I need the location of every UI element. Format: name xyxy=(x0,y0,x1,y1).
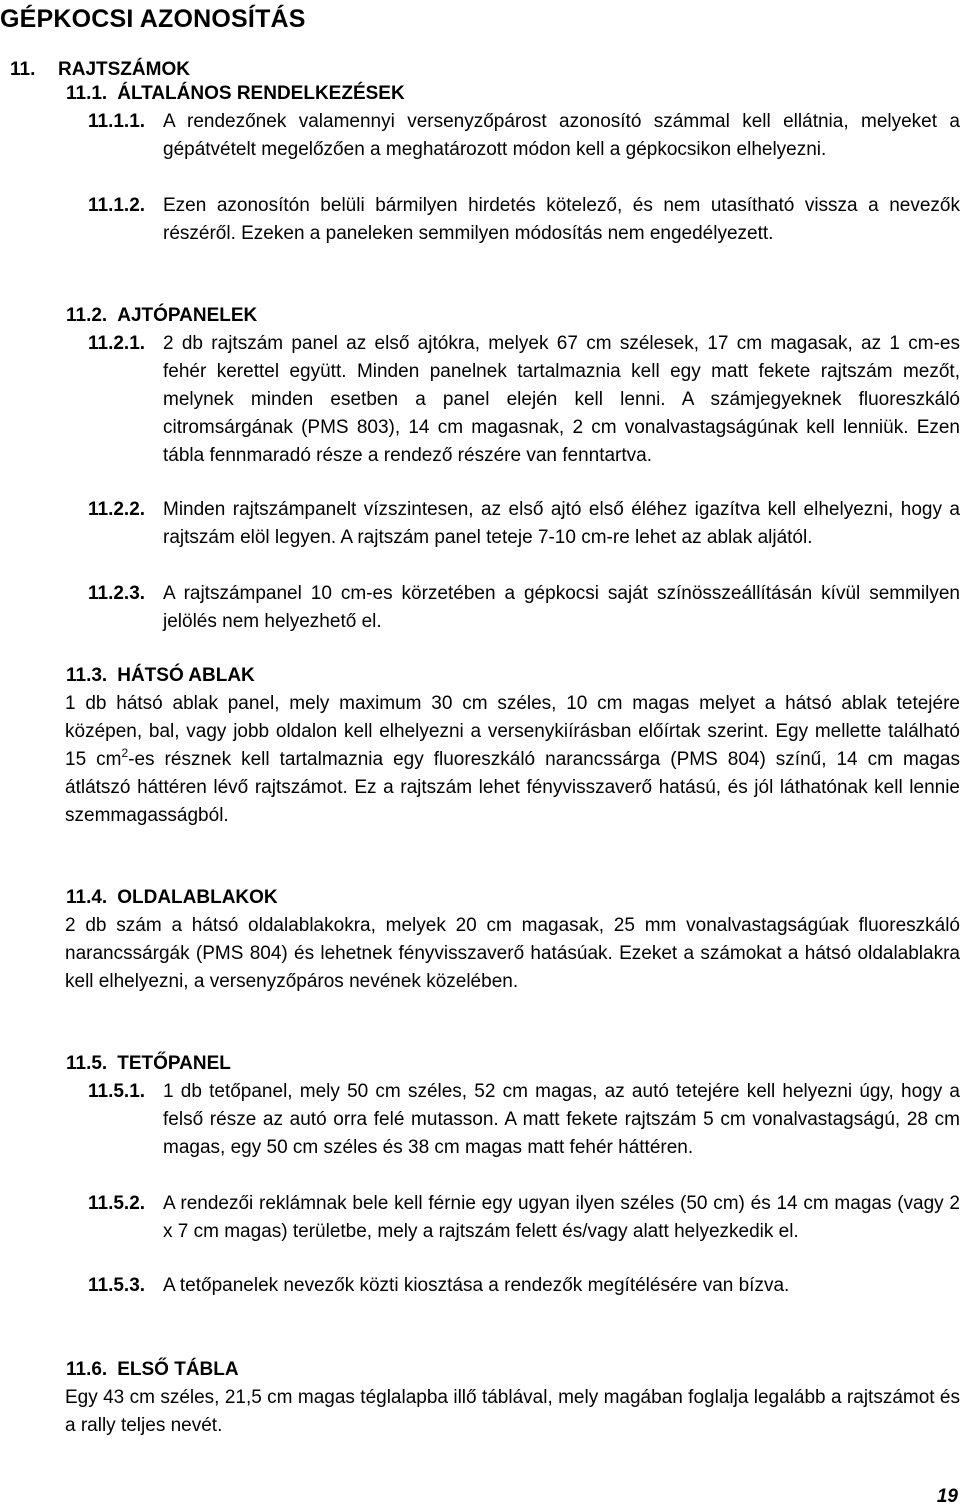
subsection-title: TETŐPANEL xyxy=(117,1053,231,1074)
item-text: 2 db rajtszám panel az első ajtókra, melyek 67 cm szélesek, 17 cm magasak, az 1 cm-es fehér kerettel együtt. Minden panelnek tartalmaznia kell egy matt fekete rajtszám mezőt, melynek minden esetben a panel elején kell lenni. A számjegyeknek fluoreszkáló citromsárgának (PMS 803), 14 cm magasnak, 2 cm vonalvastagságúnak kell lenniük. Ezen tábla fennmaradó része a rendező részére van fenntartva. xyxy=(163,333,960,466)
section-number: 11. xyxy=(10,59,36,80)
item-number: 11.2.1. xyxy=(88,333,146,354)
paragraph-text: 1 db hátsó ablak panel, mely maximum 30 cm széles, 10 cm magas melyet a hátsó ablak tetejére középen, bal, vagy jobb oldalon kell elhelyezni a versenykiírásban előírtak szerint. Egy mellette található 15 cm xyxy=(65,693,960,770)
item-text: A rendezőnek valamennyi versenyzőpárost azonosító számmal kell ellátnia, melyeket a gépátvételt megelőzően a meghatározott módon kell a gépkocsikon elhelyezni. xyxy=(163,111,960,160)
subsection-number: 11.5. xyxy=(66,1053,108,1074)
subsection-title: ÁLTALÁNOS RENDELKEZÉSEK xyxy=(117,83,405,104)
item-text: A rajtszámpanel 10 cm-es körzetében a gépkocsi saját színösszeállításán kívül semmilyen jelölés nem helyezhető el. xyxy=(163,583,960,632)
subsection-number: 11.2. xyxy=(66,305,108,326)
paragraph: 2 db szám a hátsó oldalablakokra, melyek 20 cm magasak, 25 mm vonalvastagságúak fluoreszkáló narancssárgák (PMS 804) és lehetnek fényvisszaverő hatásúak. Ezeket a számokat a hátsó oldalablakra kell elhelyezni, a versenyzőpáros nevének közelében. xyxy=(65,915,960,992)
subsection-title: AJTÓPANELEK xyxy=(117,305,258,326)
list-item xyxy=(88,580,960,636)
item-text: A tetőpanelek nevezők közti kiosztása a rendezők megítélésére van bízva. xyxy=(163,1275,790,1296)
subsection-heading xyxy=(66,1050,231,1078)
subsection-heading xyxy=(66,884,278,912)
item-text: A rendezői reklámnak bele kell férnie egy ugyan ilyen széles (50 cm) és 14 cm magas (vagy 2 x 7 cm magas) területbe, mely a rajtszám felett és/vagy alatt helyezkedik el. xyxy=(163,1193,960,1242)
subsection-heading xyxy=(66,1356,239,1384)
item-number: 11.2.2. xyxy=(88,499,146,520)
subsection-heading xyxy=(66,80,405,108)
subsection-title: OLDALABLAKOK xyxy=(117,887,278,908)
item-number: 11.5.1. xyxy=(88,1081,146,1102)
subsection-number: 11.3. xyxy=(66,665,108,686)
superscript: 2 xyxy=(121,746,129,760)
item-number: 11.1.1. xyxy=(88,111,146,132)
paragraph xyxy=(65,690,960,830)
page-number: 19 xyxy=(936,1486,958,1507)
list-item xyxy=(88,330,960,470)
paragraph: Egy 43 cm széles, 21,5 cm magas téglalapba illő táblával, mely magában foglalja legalább a rajtszámot és a rally teljes nevét. xyxy=(65,1387,960,1436)
section-title: RAJTSZÁMOK xyxy=(58,59,190,80)
list-item xyxy=(88,1272,960,1300)
item-text: Minden rajtszámpanelt vízszintesen, az első ajtó első éléhez igazítva kell elhelyezni, hogy a rajtszám elöl legyen. A rajtszám panel teteje 7-10 cm-re lehet az ablak aljától. xyxy=(163,499,960,548)
list-item xyxy=(88,192,960,248)
subsection-heading xyxy=(66,302,257,330)
list-item xyxy=(88,1078,960,1162)
subsection-heading xyxy=(66,662,255,690)
item-text: Ezen azonosítón belüli bármilyen hirdetés kötelező, és nem utasítható vissza a nevezők részéről. Ezeken a paneleken semmilyen módosítás nem engedélyezett. xyxy=(163,195,960,244)
list-item xyxy=(88,496,960,552)
subsection-number: 11.4. xyxy=(66,887,108,908)
subsection-title: HÁTSÓ ABLAK xyxy=(117,665,255,686)
subsection-number: 11.6. xyxy=(66,1359,108,1380)
list-item xyxy=(88,108,960,164)
item-number: 11.5.3. xyxy=(88,1275,146,1296)
item-number: 11.1.2. xyxy=(88,195,146,216)
subsection-number: 11.1. xyxy=(66,83,108,104)
paragraph-text: -es résznek kell tartalmaznia egy fluoreszkáló narancssárga (PMS 804) színű, 14 cm magas átlátszó háttéren lévő rajtszámot. Ez a rajtszám lehet fényvisszaverő hatású, és jól láthatónak kell lennie szemmagasságból. xyxy=(65,749,960,826)
document-title: GÉPKOCSI AZONOSÍTÁS xyxy=(0,5,306,33)
item-text: 1 db tetőpanel, mely 50 cm széles, 52 cm magas, az autó tetejére kell helyezni úgy, hogy a felső része az autó orra felé mutasson. A matt fekete rajtszám 5 cm vonalvastagságú, 28 cm magas, egy 50 cm széles és 38 cm magas matt fehér háttéren. xyxy=(163,1081,960,1158)
item-number: 11.2.3. xyxy=(88,583,146,604)
list-item xyxy=(88,1190,960,1246)
item-number: 11.5.2. xyxy=(88,1193,146,1214)
subsection-title: ELSŐ TÁBLA xyxy=(117,1359,239,1380)
